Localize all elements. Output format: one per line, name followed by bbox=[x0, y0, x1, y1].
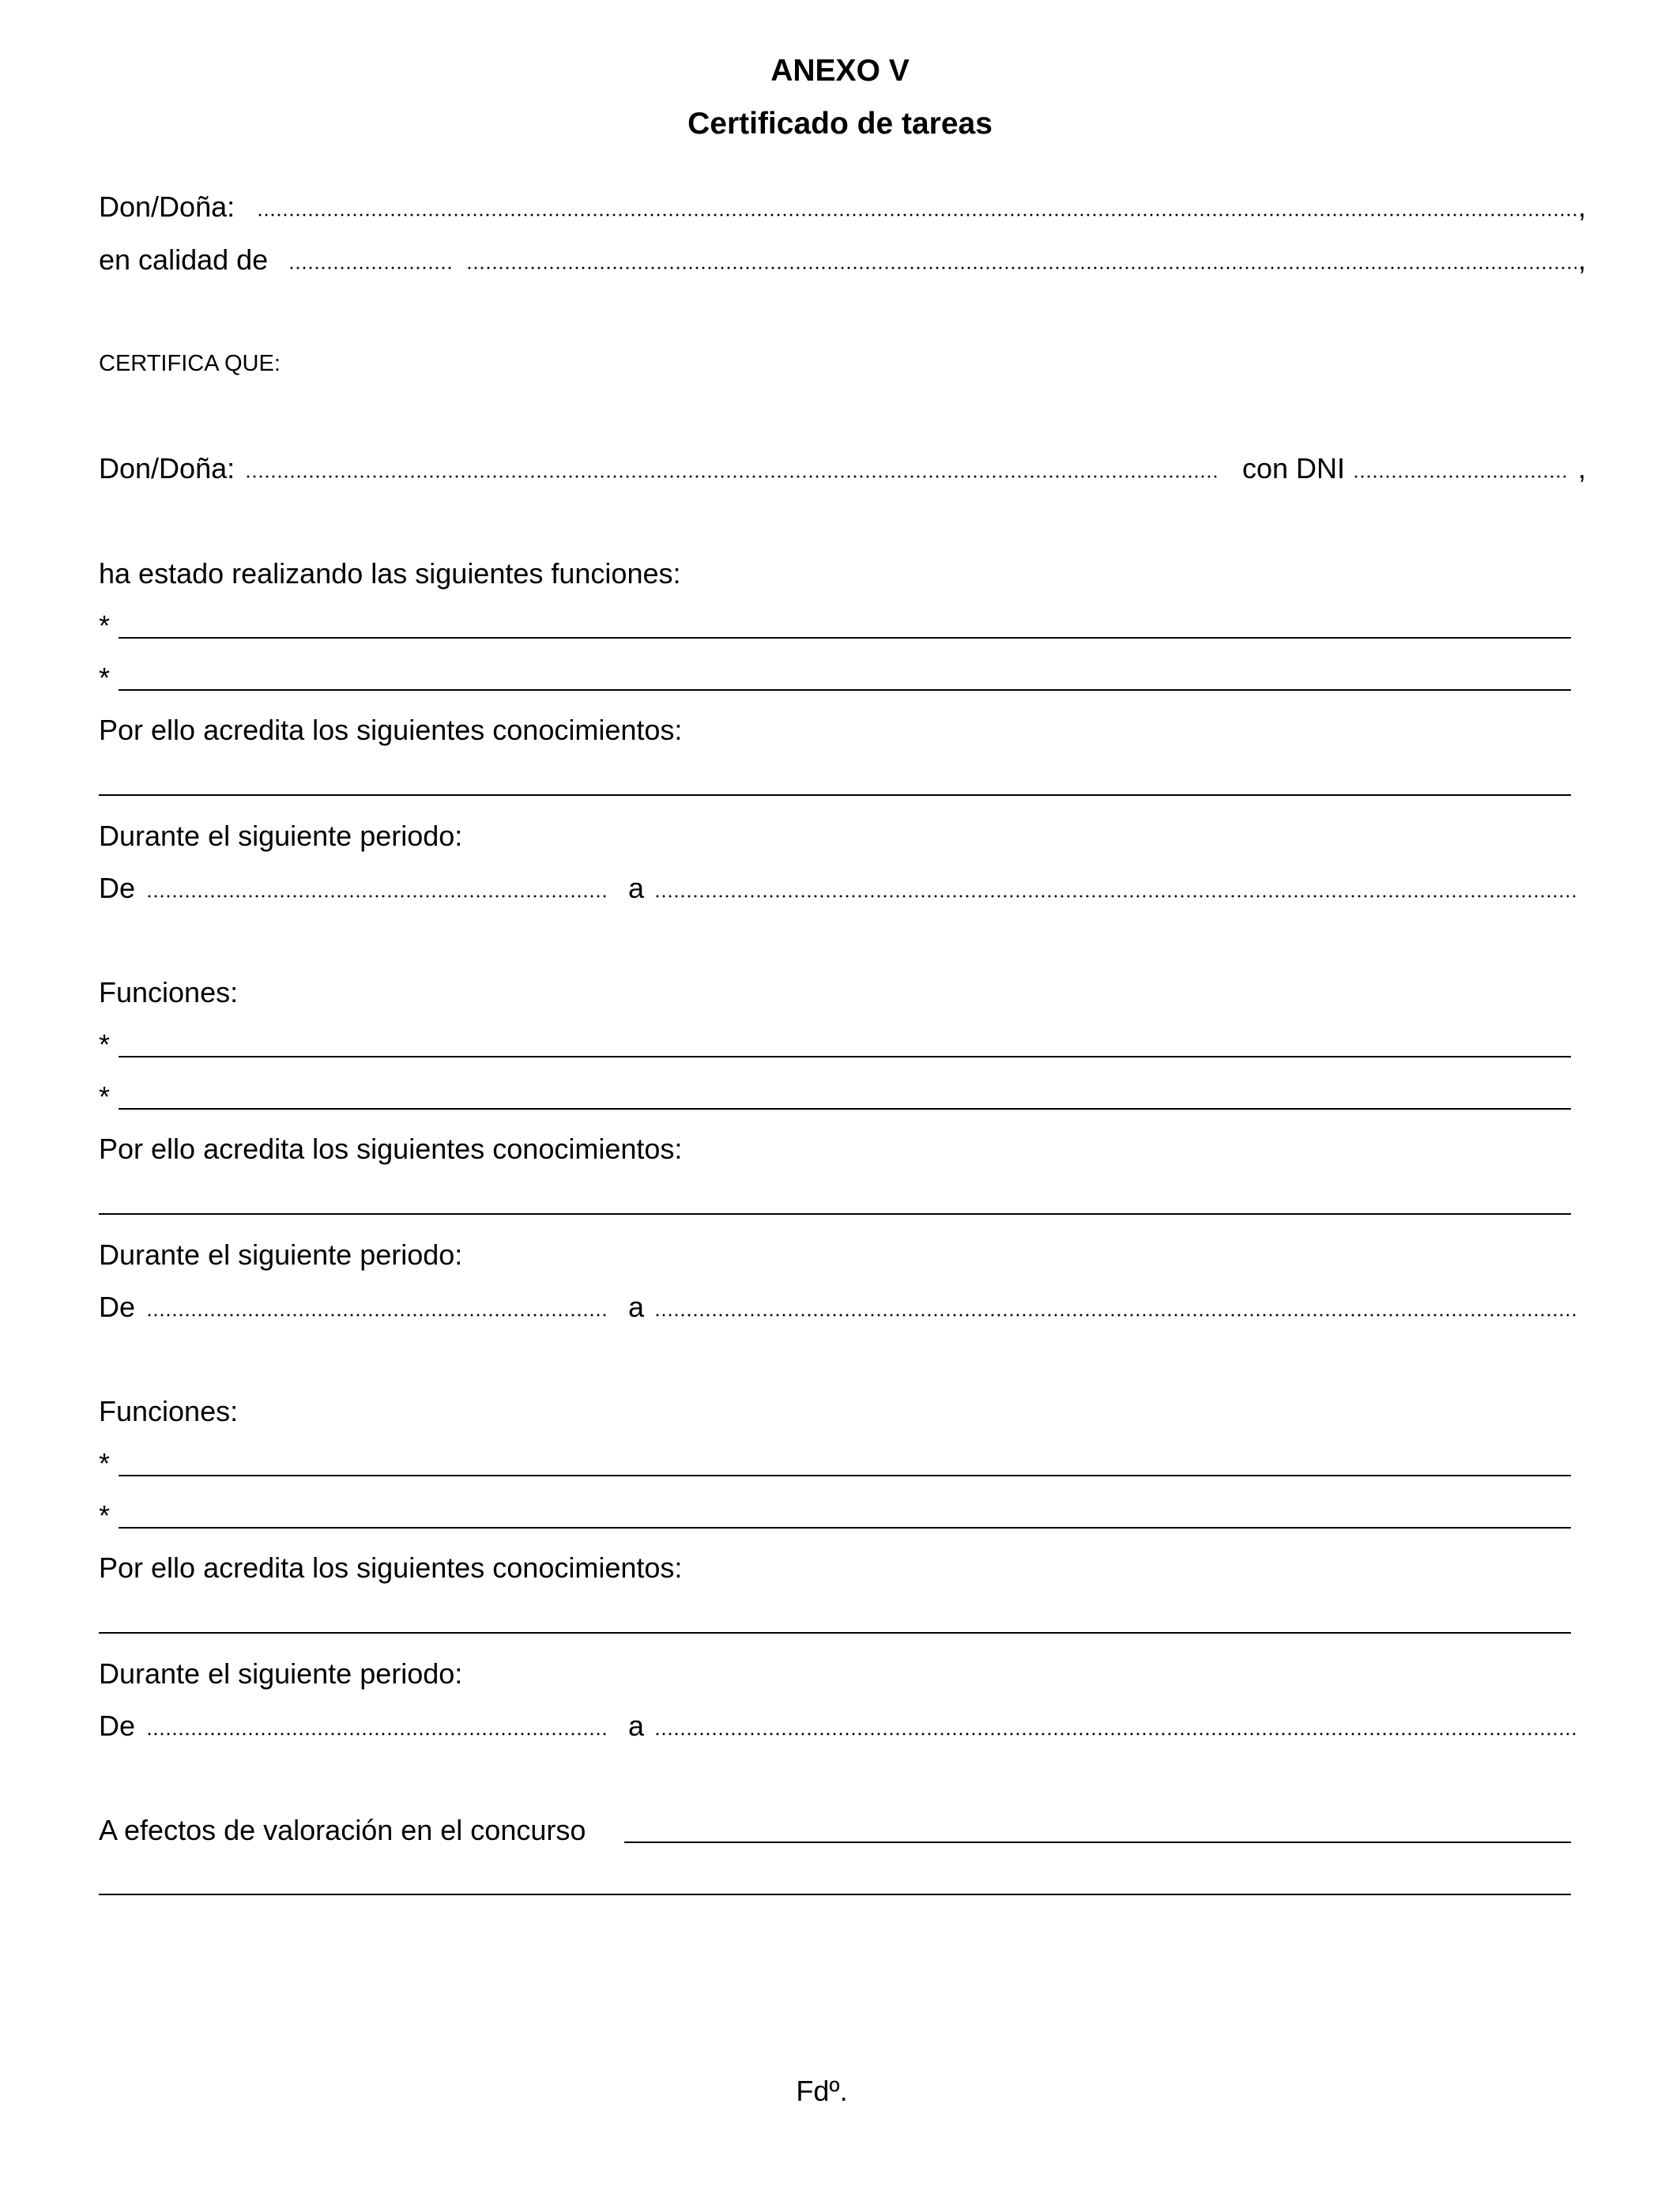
period-label: Durante el siguiente periodo: bbox=[99, 1657, 463, 1690]
certifier-name-separator: , bbox=[1578, 190, 1587, 223]
bullet: * bbox=[99, 1447, 111, 1480]
function-line[interactable] bbox=[119, 1108, 1571, 1110]
purpose-label: A efectos de valoración en el concurso bbox=[99, 1814, 586, 1846]
dni-field[interactable] bbox=[1353, 475, 1566, 478]
period-to-label: a bbox=[628, 1291, 645, 1323]
period-label: Durante el siguiente periodo: bbox=[99, 1238, 463, 1271]
period-to-label: a bbox=[628, 1710, 645, 1742]
certifier-role-field[interactable] bbox=[288, 266, 454, 270]
function-line[interactable] bbox=[119, 1475, 1571, 1476]
dni-label: con DNI bbox=[1242, 452, 1346, 484]
knowledge-line[interactable] bbox=[99, 1213, 1571, 1215]
certifier-role-label: en calidad de bbox=[99, 243, 269, 276]
bullet: * bbox=[99, 1080, 111, 1113]
employee-name-field[interactable] bbox=[245, 475, 1217, 478]
certifier-role-extra-field[interactable] bbox=[466, 266, 1576, 270]
period-label: Durante el siguiente periodo: bbox=[99, 820, 463, 852]
knowledge-line[interactable] bbox=[99, 794, 1571, 796]
period-to-field[interactable] bbox=[654, 1314, 1579, 1317]
functions-label: Funciones: bbox=[99, 1395, 239, 1427]
period-from-field[interactable] bbox=[146, 895, 608, 898]
function-line[interactable] bbox=[119, 637, 1571, 639]
employee-name-label: Don/Doña: bbox=[99, 452, 235, 484]
knowledge-label: Por ello acredita los siguientes conocimientos: bbox=[99, 1551, 683, 1584]
bullet: * bbox=[99, 1499, 111, 1532]
period-from-label: De bbox=[99, 1291, 136, 1323]
period-to-field[interactable] bbox=[654, 1732, 1579, 1736]
function-line[interactable] bbox=[119, 689, 1571, 691]
document-title: Certificado de tareas bbox=[687, 107, 993, 141]
certifier-name-label: Don/Doña: bbox=[99, 190, 235, 223]
period-from-label: De bbox=[99, 1710, 136, 1742]
functions-label: Funciones: bbox=[99, 976, 239, 1008]
bullet: * bbox=[99, 609, 111, 642]
certifier-name-field[interactable] bbox=[257, 213, 1576, 217]
knowledge-label: Por ello acredita los siguientes conocimientos: bbox=[99, 714, 683, 746]
purpose-line[interactable] bbox=[624, 1842, 1571, 1843]
knowledge-label: Por ello acredita los siguientes conocimientos: bbox=[99, 1133, 683, 1165]
function-line[interactable] bbox=[119, 1527, 1571, 1529]
bullet: * bbox=[99, 1028, 111, 1061]
functions-intro: ha estado realizando las siguientes funciones: bbox=[99, 557, 681, 590]
period-to-field[interactable] bbox=[654, 895, 1579, 898]
bullet: * bbox=[99, 662, 111, 694]
period-to-label: a bbox=[628, 872, 645, 904]
knowledge-line[interactable] bbox=[99, 1632, 1571, 1634]
certifier-role-separator: , bbox=[1578, 243, 1587, 276]
annex-heading: ANEXO V bbox=[770, 54, 910, 88]
period-from-field[interactable] bbox=[146, 1314, 608, 1317]
period-from-field[interactable] bbox=[146, 1732, 608, 1736]
signature-label: Fdº. bbox=[796, 2075, 848, 2107]
period-from-label: De bbox=[99, 872, 136, 904]
certifica-heading: CERTIFICA QUE: bbox=[99, 351, 281, 376]
purpose-extra-line[interactable] bbox=[99, 1894, 1571, 1895]
function-line[interactable] bbox=[119, 1056, 1571, 1057]
dni-separator: , bbox=[1578, 452, 1587, 484]
